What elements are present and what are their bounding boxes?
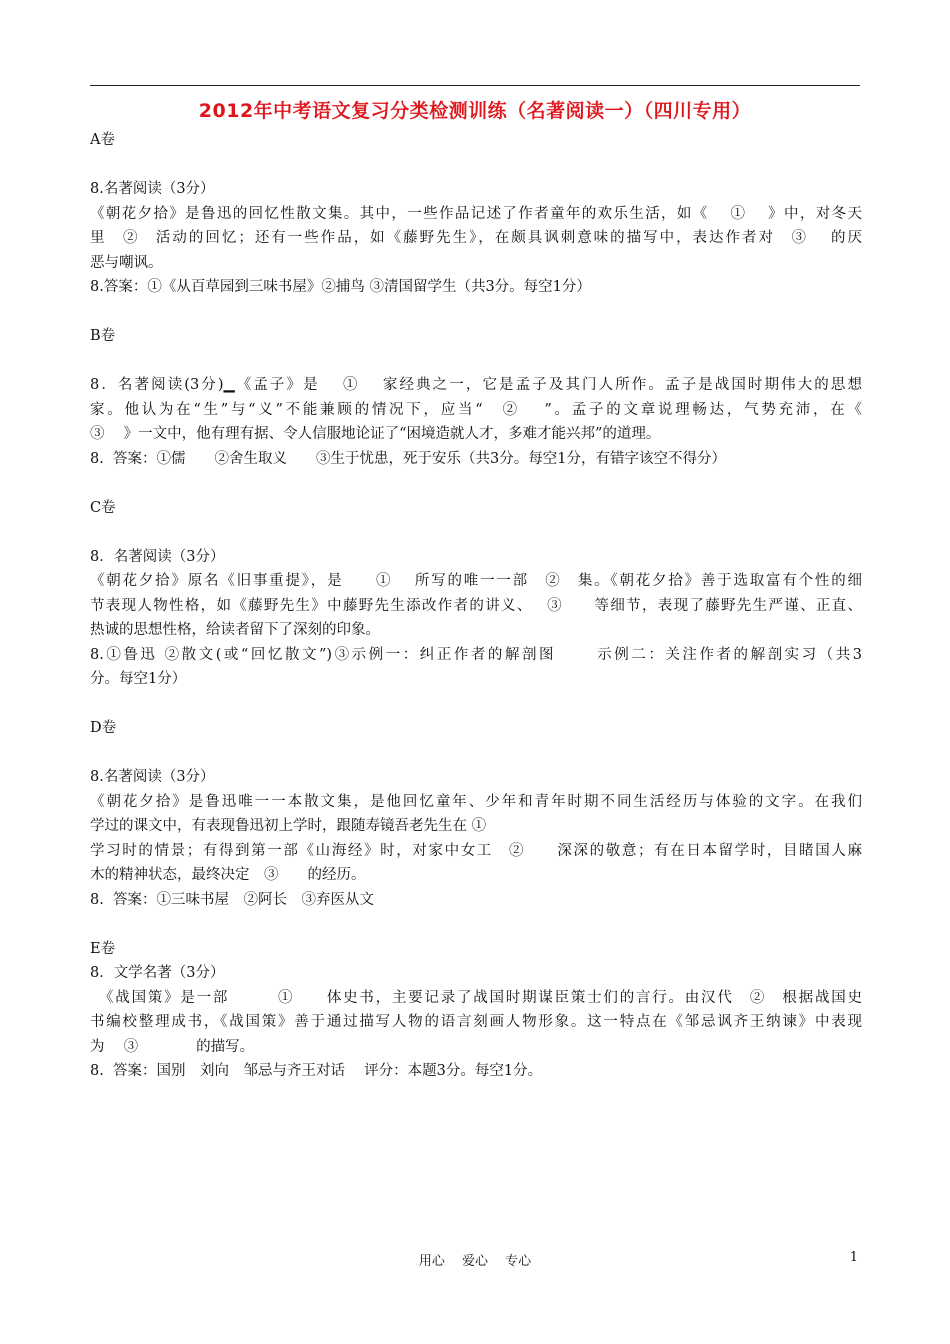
- section-a-answer: 8.答案：①《从百草园到三味书屋》②捕鸟 ③清国留学生（共3分。每空1分）: [90, 279, 591, 295]
- section-e-answer: 8. 答案：国别 刘向 邹忌与齐王对话 评分：本题3分。每空1分。: [90, 1063, 543, 1079]
- section-d-line: 学习时的情景；有得到第一部《山海经》时，对家中女工 ② 深深的敬意；有在日本留学时，目睹国人麻: [90, 842, 862, 859]
- section-e-label: E卷: [90, 940, 116, 957]
- page-title: 2012年中考语文复习分类检测训练（名著阅读一）（四川专用）: [198, 100, 752, 122]
- section-d-line: 学过的课文中，有表现鲁迅初上学时，跟随寿镜吾老先生在 ①: [90, 818, 487, 834]
- section-b-line: 8．名著阅读(3分)▁《孟子》是 ① 家经典之一，它是孟子及其门人所作。孟子是战国时期伟大的思想: [90, 377, 862, 393]
- section-c-label: C卷: [90, 499, 116, 516]
- section-e-line: 为 ③ 的描写。: [90, 1038, 255, 1055]
- page-number: 1: [849, 1250, 858, 1265]
- header-rule: [90, 85, 860, 86]
- section-c-line: 节表现人物性格，如《藤野先生》中藤野先生添改作者的讲义、 ③ 等细节，表现了藤野先生严谨、正直、: [90, 597, 862, 614]
- section-a-label: A卷: [90, 132, 115, 148]
- section-e-line: 书编校整理成书，《战国策》善于通过描写人物的语言刻画人物形象。这一特点在《邹忌讽齐王纳谏》中表现: [90, 1014, 862, 1030]
- section-a-line: 恶与嘲讽。: [90, 254, 163, 271]
- section-d-answer: 8. 答案：①三味书屋 ②阿长 ③弃医从文: [90, 891, 375, 908]
- section-b-line: ③ 》一文中，他有理有据、令人信服地论证了“困境造就人才，多难才能兴邦”的道理。: [90, 426, 661, 442]
- section-d-line: 木的精神状态，最终决定 ③ 的经历。: [90, 867, 366, 883]
- section-b-answer: 8. 答案：①儒 ②舍生取义 ③生于忧患，死于安乐（共3分。每空1分，有错字该空不得分）: [90, 450, 726, 467]
- section-a-question: 8.名著阅读（3分）: [90, 181, 215, 197]
- section-a-line: 里 ② 活动的回忆；还有一些作品，如《藤野先生》，在颇具讽刺意味的描写中，表达作者对 ③ 的厌: [90, 230, 862, 246]
- section-c-answer: 分。每空1分）: [90, 671, 187, 687]
- section-d-line: 《朝花夕拾》是鲁迅唯一一本散文集，是他回忆童年、少年和青年时期不同生活经历与体验的文字。在我们: [90, 793, 862, 810]
- section-c-line: 热诚的思想性格，给读者留下了深刻的印象。: [90, 622, 380, 638]
- section-c-answer: 8.①鲁迅 ②散文(或“回忆散文”)③示例一：纠正作者的解剖图 示例二：关注作者的解剖实习（共3: [90, 646, 862, 663]
- document-body: [90, 128, 862, 1084]
- section-b-line: 家。他认为在“生”与“义”不能兼顾的情况下，应当“ ② ”。孟子的文章说理畅达，气势充沛，在《: [90, 401, 862, 418]
- section-b-label: B卷: [90, 328, 116, 344]
- section-d-question: 8.名著阅读（3分）: [90, 769, 215, 785]
- section-c-line: 《朝花夕拾》原名《旧事重提》，是 ① 所写的唯一一部 ② 集。《朝花夕拾》善于选取富有个性的细: [90, 573, 862, 589]
- section-e-line: 《战国策》是一部 ① 体史书，主要记录了战国时期谋臣策士们的言行。由汉代 ② 根据战国史: [90, 989, 862, 1006]
- page-footer: 用心 爱心 专心: [418, 1254, 532, 1269]
- section-e-question: 8．文学名著（3分）: [90, 965, 225, 981]
- section-c-question: 8．名著阅读（3分）: [90, 548, 225, 565]
- section-d-label: D卷: [90, 720, 117, 736]
- section-a-line: 《朝花夕拾》是鲁迅的回忆性散文集。其中，一些作品记述了作者童年的欢乐生活，如《 ① 》中，对冬天: [90, 205, 862, 222]
